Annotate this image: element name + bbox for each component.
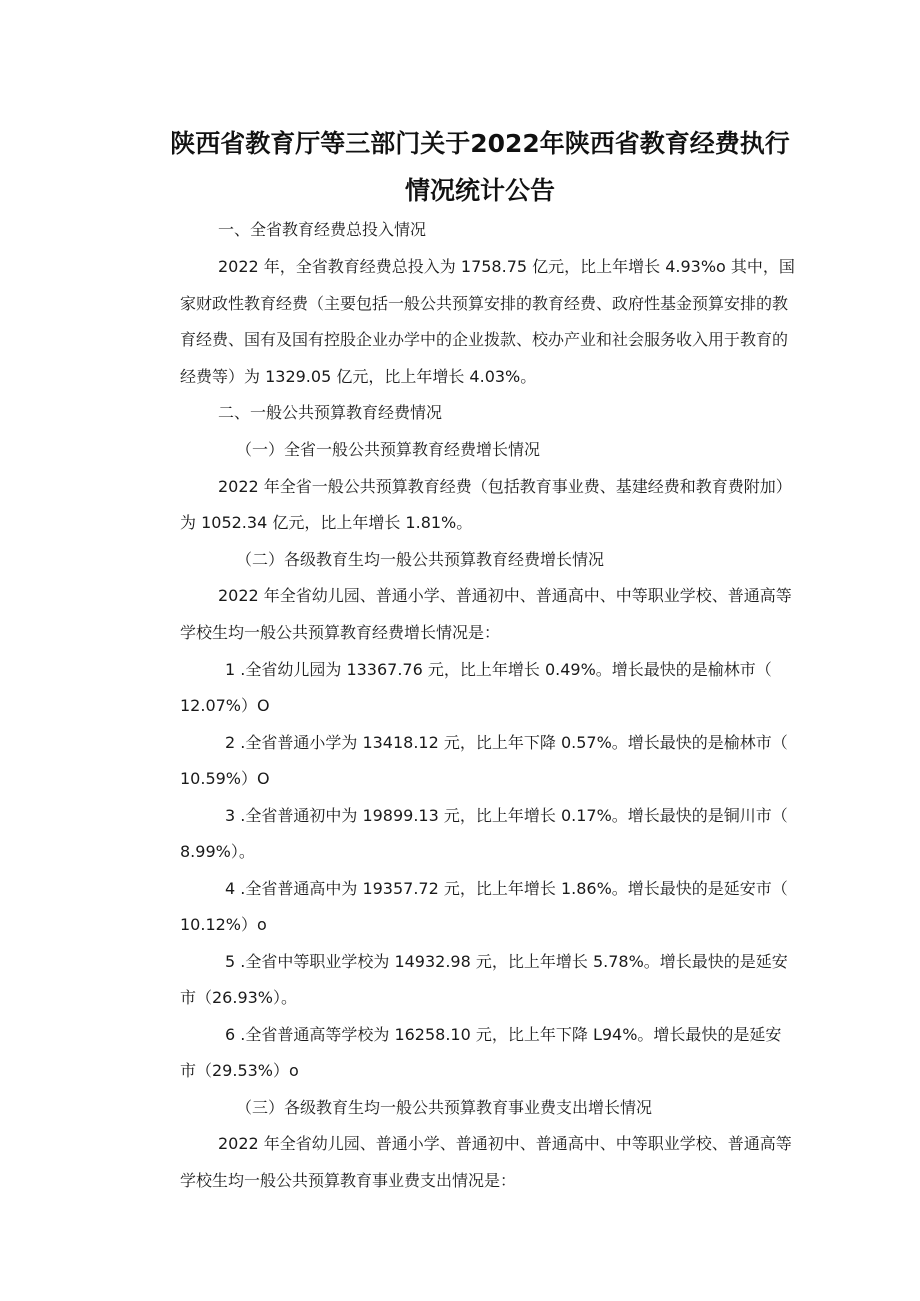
list-item: 1 .全省幼儿园为 13367.76 元，比上年增长 0.49%。增长最快的是榆林市（ bbox=[225, 660, 772, 679]
list-item-continuation: 10.59%）O bbox=[180, 769, 270, 788]
document-title-line-2: 情况统计公告 bbox=[404, 176, 555, 205]
paragraph-line: 2022 年全省一般公共预算教育经费（包括教育事业费、基建经费和教育费附加） bbox=[218, 477, 792, 496]
list-item: 5 .全省中等职业学校为 14932.98 元，比上年增长 5.78%。增长最快的是延安 bbox=[225, 952, 788, 971]
paragraph-line: 学校生均一般公共预算教育经费增长情况是： bbox=[180, 623, 501, 642]
list-item-continuation: 市（26.93%）。 bbox=[180, 988, 298, 1007]
paragraph-line: 育经费、国有及国有控股企业办学中的企业拨款、校办产业和社会服务收入用于教育的 bbox=[180, 330, 789, 349]
subsection-heading: （一）全省一般公共预算教育经费增长情况 bbox=[236, 440, 541, 459]
paragraph-line: 2022 年全省幼儿园、普通小学、普通初中、普通高中、中等职业学校、普通高等 bbox=[218, 586, 792, 605]
subsection-heading: （三）各级教育生均一般公共预算教育事业费支出增长情况 bbox=[236, 1098, 653, 1117]
list-item-continuation: 10.12%）o bbox=[180, 915, 267, 934]
paragraph-line: 经费等）为 1329.05 亿元，比上年增长 4.03%。 bbox=[180, 367, 537, 386]
subsection-heading: （二）各级教育生均一般公共预算教育经费增长情况 bbox=[236, 550, 605, 569]
paragraph-line: 为 1052.34 亿元，比上年增长 1.81%。 bbox=[180, 513, 473, 532]
section-heading: 一、全省教育经费总投入情况 bbox=[218, 220, 427, 239]
paragraph-line: 学校生均一般公共预算教育事业费支出情况是： bbox=[180, 1171, 517, 1190]
list-item-continuation: 市（29.53%）o bbox=[180, 1061, 299, 1080]
list-item: 2 .全省普通小学为 13418.12 元，比上年下降 0.57%。增长最快的是榆林市（ bbox=[225, 733, 788, 752]
paragraph-line: 2022 年全省幼儿园、普通小学、普通初中、普通高中、中等职业学校、普通高等 bbox=[218, 1134, 792, 1153]
list-item-continuation: 12.07%）O bbox=[180, 696, 270, 715]
document-title-line-1: 陕西省教育厅等三部门关于2022年陕西省教育经费执行 bbox=[170, 129, 790, 158]
list-item: 3 .全省普通初中为 19899.13 元，比上年增长 0.17%。增长最快的是铜川市（ bbox=[225, 806, 788, 825]
section-heading: 二、一般公共预算教育经费情况 bbox=[218, 403, 443, 422]
list-item: 4 .全省普通高中为 19357.72 元，比上年增长 1.86%。增长最快的是延安市（ bbox=[225, 879, 788, 898]
list-item: 6 .全省普通高等学校为 16258.10 元，比上年下降 L94%。增长最快的是延安 bbox=[225, 1025, 782, 1044]
list-item-continuation: 8.99%）。 bbox=[180, 842, 255, 861]
paragraph-line: 2022 年，全省教育经费总投入为 1758.75 亿元，比上年增长 4.93%o 其中，国 bbox=[218, 257, 795, 276]
paragraph-line: 家财政性教育经费（主要包括一般公共预算安排的教育经费、政府性基金预算安排的教 bbox=[180, 294, 789, 313]
